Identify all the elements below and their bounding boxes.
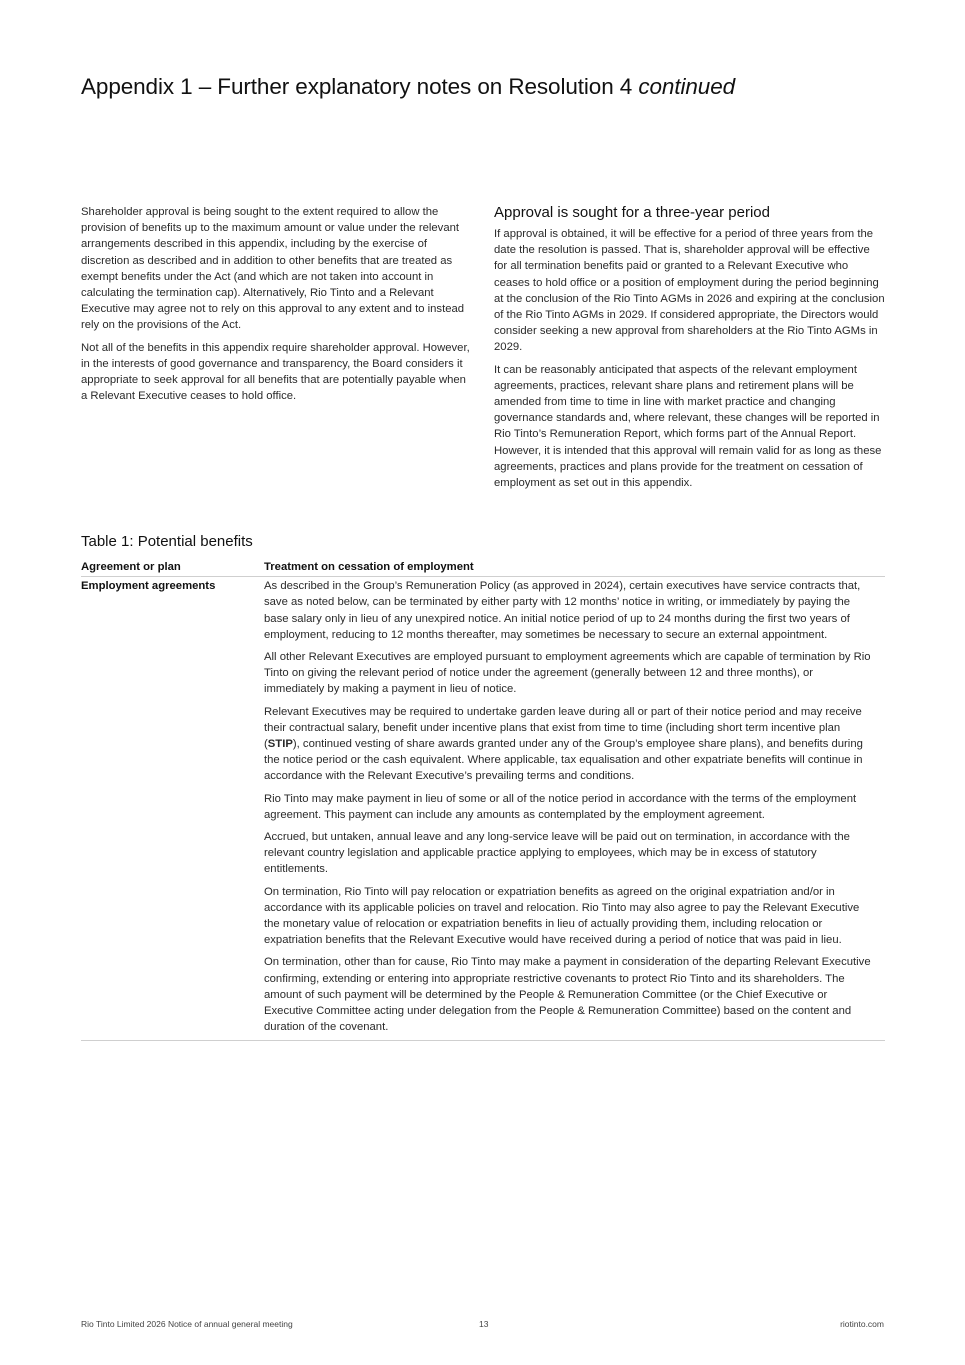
treatment-paragraph: Rio Tinto may make payment in lieu of some or all of the notice period in accordance with the terms of the employment agreement. This payment can include any amounts as contemplated by the employment agreement.: [264, 792, 857, 821]
footer-website: riotinto.com: [840, 1319, 884, 1329]
treatment-paragraph-stip: Relevant Executives may be required to undertake garden leave during all or part of their notice period and may receive their contractual salary, benefit under incentive plans that exist from time to time (including short term incentive plan (STIP), continued vesting of share awards granted under any of the Group’s employee share plans), and benefits during the notice period or the cash equivalent. Where applicable, tax equalisation and other expatriate benefits will continue in accordance with the Relevant Executive’s prevailing terms and conditions.: [264, 705, 863, 783]
treatment-paragraph: As described in the Group’s Remuneration Policy (as approved in 2024), certain executives have service contracts that, save as noted below, can be terminated by either party with 12 months’ notice in writing, or immediately by paying the base salary only in lieu of any unexpired notice. An initial notice period of up to 24 months during the first two years of employment, reducing to 12 months thereafter, may sometimes be necessary to secure an external appointment.: [264, 580, 861, 641]
right-column: [494, 204, 886, 497]
table-header-row: [81, 558, 885, 577]
table-row-treatment: [264, 577, 885, 1041]
right-paragraph: If approval is obtained, it will be effective for a period of three years from the date the resolution is passed. That is, shareholder approval will be effective for all termination benefits paid or granted to a Relevant Executive who ceases to hold office or a position of employment during the period beginning at the conclusion of the Rio Tinto AGMs in 2026 and expiring at the conclusion of the Rio Tinto AGMs in 2029. If considered appropriate, the Directors would consider seeking a new approval from shareholders at the Rio Tinto AGMs in 2029.: [494, 228, 885, 354]
benefits-table: [81, 558, 885, 1041]
table-header-agreement: Agreement or plan: [81, 558, 264, 577]
page-title: [81, 74, 735, 100]
page-title-suffix: continued: [638, 74, 736, 99]
left-paragraph: Shareholder approval is being sought to the extent required to allow the provision of benefits up to the maximum amount or value under the relevant arrangements described in this appendix, including by the exercise of discretion as described and in addition to other benefits that are treated as exempt benefits under the Act (and which are not taken into account in calculating the termination cap). Alternatively, Rio Tinto and a Relevant Executive may agree not to rely on this approval to any extent and to instead rely on the provisions of the Act.: [81, 206, 465, 332]
section-heading: Approval is sought for a three-year period: [494, 204, 770, 221]
page-title-main: Appendix 1 – Further explanatory notes on Resolution 4: [81, 74, 633, 99]
table-row: [81, 577, 885, 1041]
treatment-paragraph: All other Relevant Executives are employed pursuant to employment agreements which are capable of termination by Rio Tinto on giving the relevant period of notice under the agreement (generally between 12 and three months), or immediately by making a payment in lieu of notice.: [264, 651, 871, 696]
table-title: Table 1: Potential benefits: [81, 533, 253, 550]
left-paragraph: Not all of the benefits in this appendix require shareholder approval. However, in the interests of good governance and transparency, the Board considers it appropriate to seek approval for all benefits that are potentially payable when a Relevant Executive ceases to hold office.: [81, 341, 470, 403]
table-row-label: Employment agreements: [81, 577, 264, 1041]
treatment-paragraph: On termination, Rio Tinto will pay relocation or expatriation benefits as agreed on the original expatriation and/or in accordance with its applicable policies on travel and relocation. Rio Tinto may also agree to pay the Relevant Executive the monetary value of relocation or expatriation benefits in lieu of actually providing them, including relocation or expatriation benefits that the Relevant Executive would have received during a period of notice that was paid in lieu.: [264, 885, 860, 947]
right-paragraph: It can be reasonably anticipated that aspects of the relevant employment agreements, practices, relevant share plans and retirement plans will be amended from time to time in line with market practice and changing governance standards and, where relevant, these changes will be reported in Rio Tinto’s Remuneration Report, which forms part of the Annual Report. However, it is intended that this approval will remain valid for as long as these agreements, practices and plans provide for the treatment on cessation of employment as set out in this appendix.: [494, 363, 882, 490]
treatment-paragraph: On termination, other than for cause, Rio Tinto may make a payment in consideration of the departing Relevant Executive confirming, extending or entering into appropriate restrictive covenants to protect Rio Tinto and its shareholders. The amount of such payment will be determined by the People & Remuneration Committee (or the Chief Executive or Executive Committee acting under delegation from the People & Remuneration Committee) based on the content and duration of the covenant.: [264, 956, 871, 1034]
stip-abbreviation: STIP: [267, 738, 293, 751]
treatment-paragraph: Accrued, but untaken, annual leave and any long-service leave will be paid out on termination, in accordance with the relevant country legislation and applicable practice applying to employees, which may be in excess of statutory entitlements.: [264, 831, 850, 876]
footer-page-number: 13: [479, 1319, 489, 1329]
table-header-treatment: Treatment on cessation of employment: [264, 558, 885, 577]
footer-document-title: Rio Tinto Limited 2026 Notice of annual general meeting: [81, 1319, 293, 1329]
left-column: [81, 204, 474, 410]
